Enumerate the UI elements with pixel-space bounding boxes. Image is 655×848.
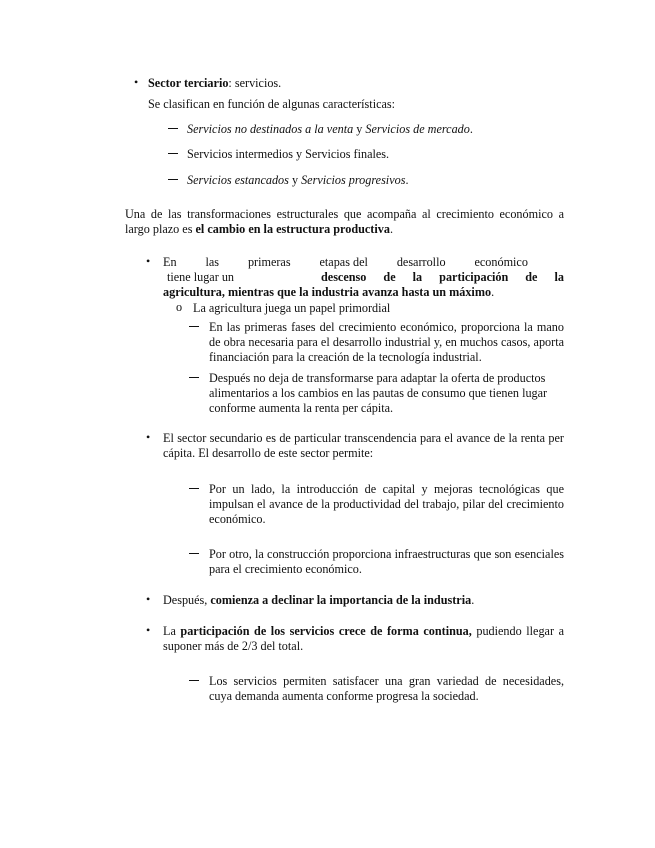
point1-line3-bold: agricultura, mientras que la industria avanza hasta un máximo xyxy=(163,285,492,299)
section-title: Sector terciario xyxy=(148,76,229,90)
bullet-marker: • xyxy=(146,623,151,637)
classification-item: Servicios intermedios y Servicios finales. xyxy=(187,147,390,161)
word: etapas del xyxy=(319,255,368,269)
item-end: . xyxy=(469,122,473,136)
point2-dash1: Por un lado, la introducción de capital y mejoras tecnológicas que impulsan el avance de la productividad del trabajo, pilar del crecimiento económico. xyxy=(209,482,564,526)
item-end: . xyxy=(405,173,409,187)
bullet-marker: • xyxy=(146,430,151,444)
word: económico xyxy=(474,255,528,269)
dash-marker xyxy=(168,179,178,180)
bullet-marker: • xyxy=(134,75,139,89)
sub-marker: o xyxy=(176,300,183,314)
classification-item xyxy=(187,173,409,188)
point3-lead: Después, xyxy=(163,593,211,607)
dash-marker xyxy=(189,488,199,489)
word: las xyxy=(205,255,220,269)
section-intro: Se clasifican en función de algunas características: xyxy=(148,97,396,111)
point1-line2-bold: descenso de la participación de la xyxy=(321,270,564,284)
classification-item xyxy=(187,122,473,137)
point4-dash: Los servicios permiten satisfacer una gran variedad de necesidades, cuya demanda aumenta conforme progresa la sociedad. xyxy=(209,674,564,703)
dash-marker xyxy=(168,153,178,154)
point1-line2 xyxy=(167,270,564,285)
paragraph-lead: Una de las transformaciones estructurales que acompaña al crecimiento económico a largo plazo es xyxy=(125,207,564,236)
item-italic: Servicios progresivos xyxy=(301,173,406,187)
point4-text xyxy=(163,624,564,654)
item-italic: Servicios estancados xyxy=(187,173,289,187)
point1-line3 xyxy=(163,285,494,300)
bullet-marker: • xyxy=(146,592,151,606)
dash-marker xyxy=(189,326,199,327)
point3-text xyxy=(163,593,474,608)
point2-text: El sector secundario es de particular transcendencia para el avance de la renta per cápita. El desarrollo de este sector permite: xyxy=(163,431,564,460)
dash-marker xyxy=(189,680,199,681)
point4-lead: La xyxy=(163,624,181,638)
item-connector: y xyxy=(353,122,366,136)
point1-sub: La agricultura juega un papel primordial xyxy=(193,301,391,315)
dash-marker xyxy=(189,553,199,554)
section-title-suffix: : servicios. xyxy=(228,76,282,90)
word: desarrollo xyxy=(396,255,446,269)
word: En xyxy=(163,255,177,269)
paragraph-bold: el cambio en la estructura productiva xyxy=(195,222,390,236)
point1-line3-end: . xyxy=(491,285,495,299)
point3-bold: comienza a declinar la importancia de la industria xyxy=(210,593,472,607)
bullet-marker: • xyxy=(146,254,151,268)
item-connector: y xyxy=(288,173,302,187)
point1-line2-lead: tiene lugar un xyxy=(167,270,235,284)
dash-marker xyxy=(168,128,178,129)
paragraph-end: . xyxy=(389,222,393,236)
point4-end: pudiendo llegar a suponer más de 2/3 del total. xyxy=(163,624,564,653)
point2-dash2: Por otro, la construcción proporciona infraestructuras que son esenciales para el crecimiento económico. xyxy=(209,547,564,576)
section-heading xyxy=(148,76,281,91)
item-italic: Servicios de mercado xyxy=(365,122,470,136)
point1-line1 xyxy=(163,255,528,270)
word: primeras xyxy=(247,255,291,269)
point4-bold: participación de los servicios crece de forma continua, xyxy=(180,624,472,638)
item-italic: Servicios no destinados a la venta xyxy=(187,122,354,136)
point3-end: . xyxy=(471,593,475,607)
point1-dash1: En las primeras fases del crecimiento económico, proporciona la mano de obra necesaria para el desarrollo industrial y, en muchos casos, aporta financiación para la creación de la tecnología industrial. xyxy=(209,320,564,364)
intro-paragraph xyxy=(125,207,564,237)
dash-marker xyxy=(189,377,199,378)
point1-dash2: Después no deja de transformarse para adaptar la oferta de productos alimentarios a los cambios en las pautas de consumo que tienen lugar conforme aumenta la renta per cápita. xyxy=(209,371,548,415)
